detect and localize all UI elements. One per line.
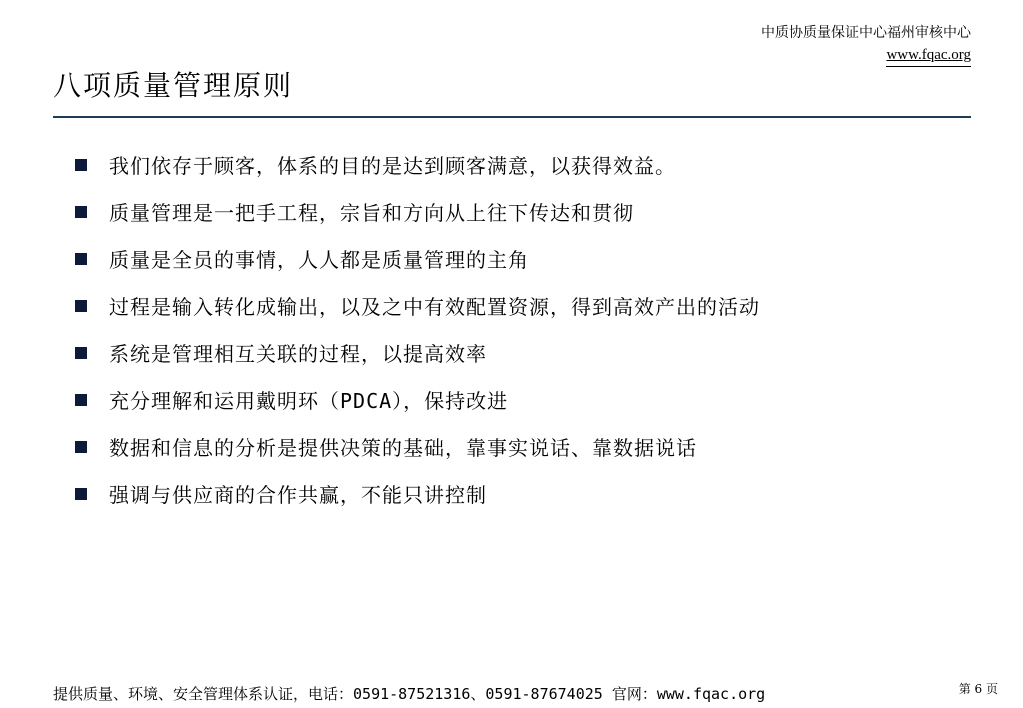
list-item-text: 我们依存于顾客，体系的目的是达到顾客满意，以获得效益。 — [109, 154, 676, 178]
principles-list — [75, 141, 760, 517]
square-bullet-icon — [75, 253, 87, 265]
square-bullet-icon — [75, 488, 87, 500]
list-item — [75, 423, 760, 470]
footer-contact: 提供质量、环境、安全管理体系认证，电话：0591-87521316、0591-87674025 官网：www.fqac.org — [53, 685, 766, 703]
list-item — [75, 141, 760, 188]
list-item-text: 数据和信息的分析是提供决策的基础，靠事实说话、靠数据说话 — [109, 436, 697, 460]
list-item-text: 质量管理是一把手工程，宗旨和方向从上往下传达和贯彻 — [109, 201, 634, 225]
list-item — [75, 376, 760, 423]
list-item-text: 充分理解和运用戴明环（PDCA），保持改进 — [109, 389, 509, 413]
square-bullet-icon — [75, 441, 87, 453]
list-item-text: 过程是输入转化成输出，以及之中有效配置资源，得到高效产出的活动 — [109, 295, 760, 319]
list-item-text: 质量是全员的事情，人人都是质量管理的主角 — [109, 248, 529, 272]
square-bullet-icon — [75, 347, 87, 359]
list-item — [75, 282, 760, 329]
list-item — [75, 329, 760, 376]
square-bullet-icon — [75, 159, 87, 171]
square-bullet-icon — [75, 300, 87, 312]
org-url-link[interactable]: www.fqac.org — [886, 44, 971, 67]
title-divider — [53, 116, 971, 118]
square-bullet-icon — [75, 206, 87, 218]
square-bullet-icon — [75, 394, 87, 406]
org-header — [761, 22, 971, 67]
list-item-text: 强调与供应商的合作共赢，不能只讲控制 — [109, 483, 487, 507]
page-title: 八项质量管理原则 — [53, 69, 294, 102]
list-item — [75, 188, 760, 235]
list-item-text: 系统是管理相互关联的过程，以提高效率 — [109, 342, 487, 366]
list-item — [75, 470, 760, 517]
page-number: 第 6 页 — [958, 682, 998, 696]
list-item — [75, 235, 760, 282]
organization-name: 中质协质量保证中心福州审核中心 — [761, 25, 971, 41]
